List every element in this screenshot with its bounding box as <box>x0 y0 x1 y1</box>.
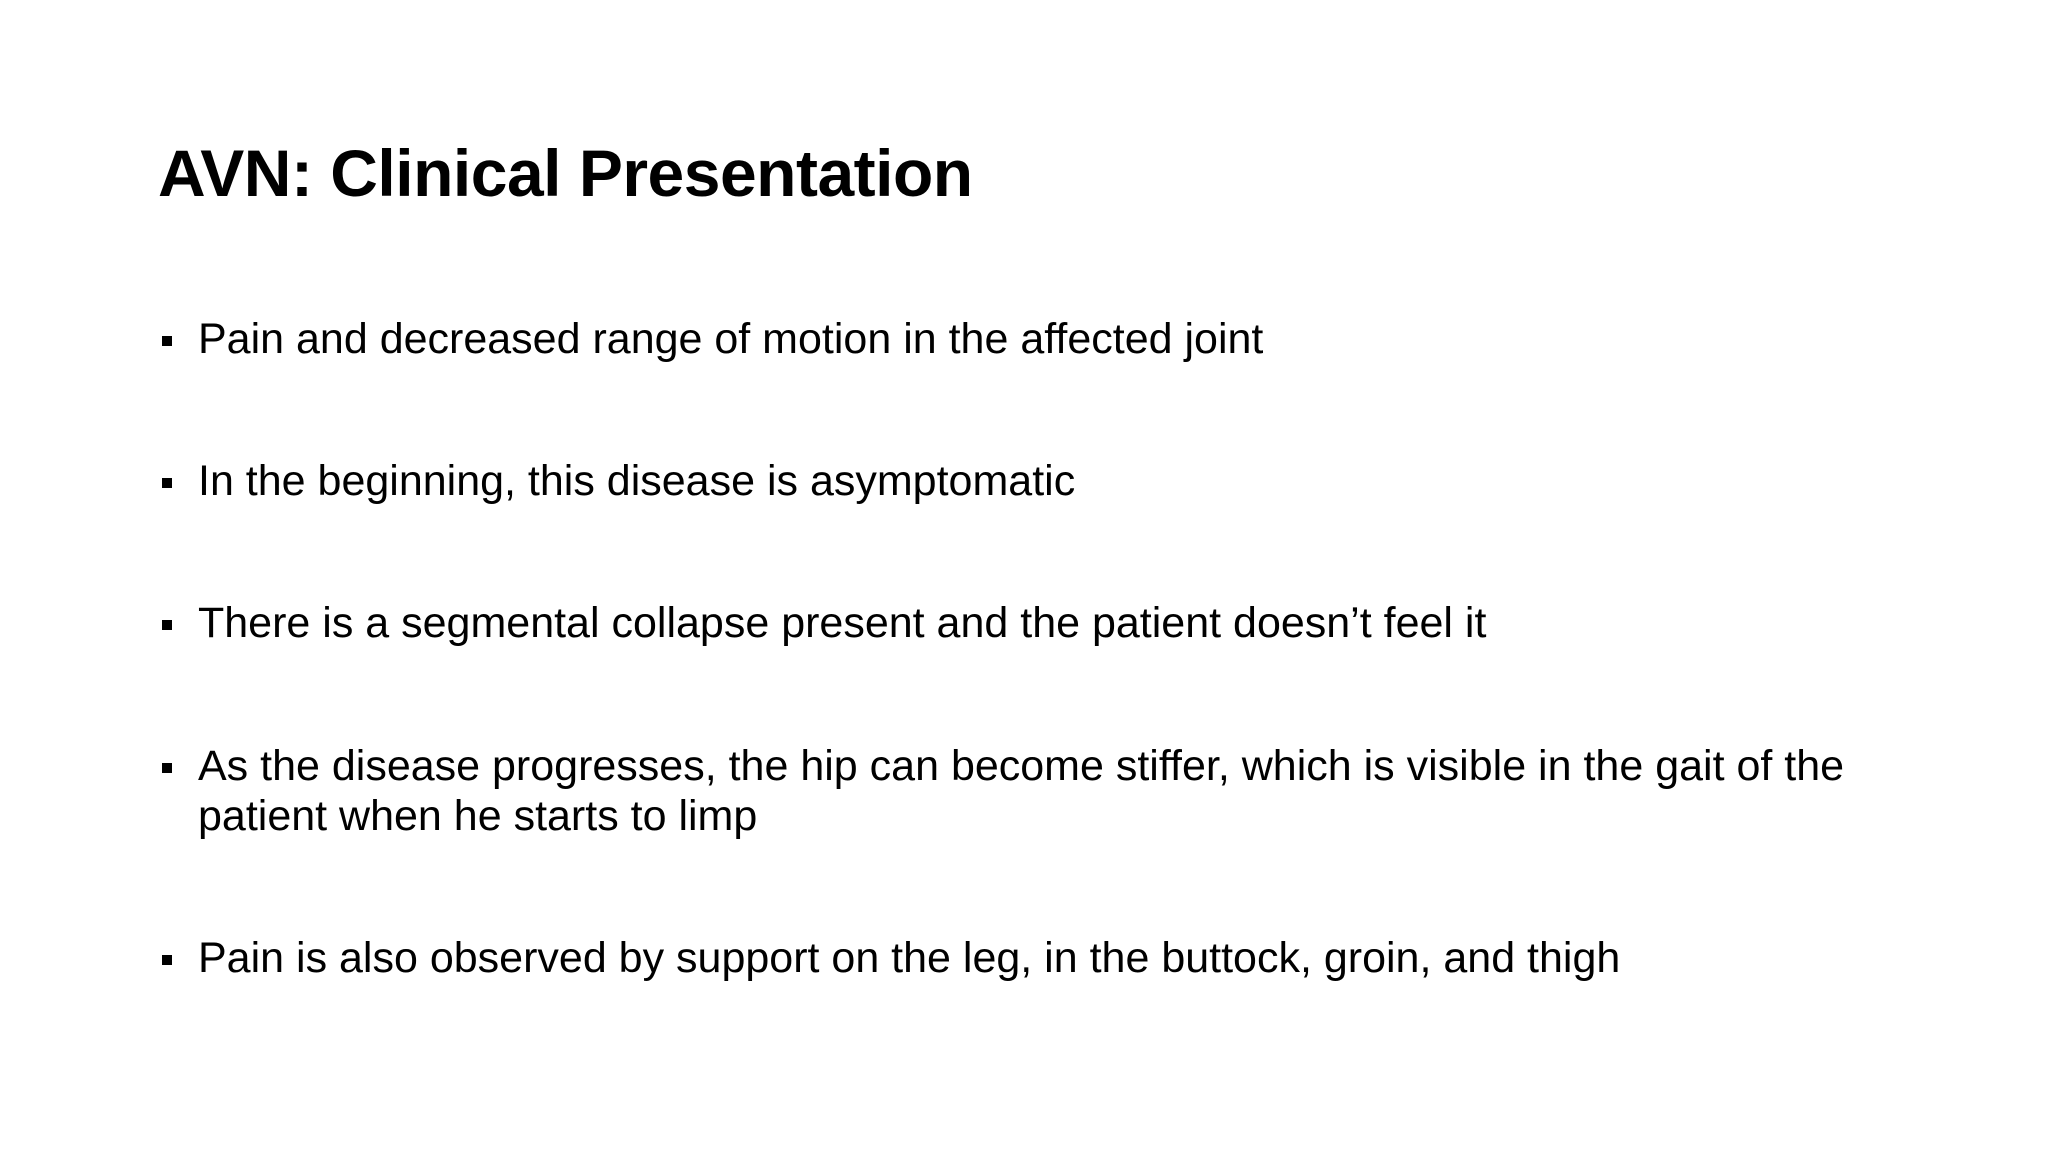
bullet-item <box>158 456 1918 506</box>
bullet-item <box>158 741 1918 841</box>
square-bullet-icon <box>162 955 172 965</box>
bullet-text: In the beginning, this disease is asymptomatic <box>198 457 1076 505</box>
square-bullet-icon <box>162 336 172 346</box>
bullet-text: As the disease progresses, the hip can become stiffer, which is visible in the gait of the patient when he starts to limp <box>198 742 1845 840</box>
square-bullet-icon <box>162 478 172 488</box>
slide-title: AVN: Clinical Presentation <box>158 136 973 210</box>
square-bullet-icon <box>162 620 172 630</box>
bullet-item <box>158 933 1918 983</box>
bullet-text: Pain and decreased range of motion in the affected joint <box>198 315 1264 363</box>
bullet-item <box>158 314 1918 364</box>
square-bullet-icon <box>162 763 172 773</box>
bullet-item <box>158 598 1918 648</box>
bullet-text: There is a segmental collapse present and the patient doesn’t feel it <box>198 599 1487 647</box>
bullet-text: Pain is also observed by support on the leg, in the buttock, groin, and thigh <box>198 934 1621 982</box>
